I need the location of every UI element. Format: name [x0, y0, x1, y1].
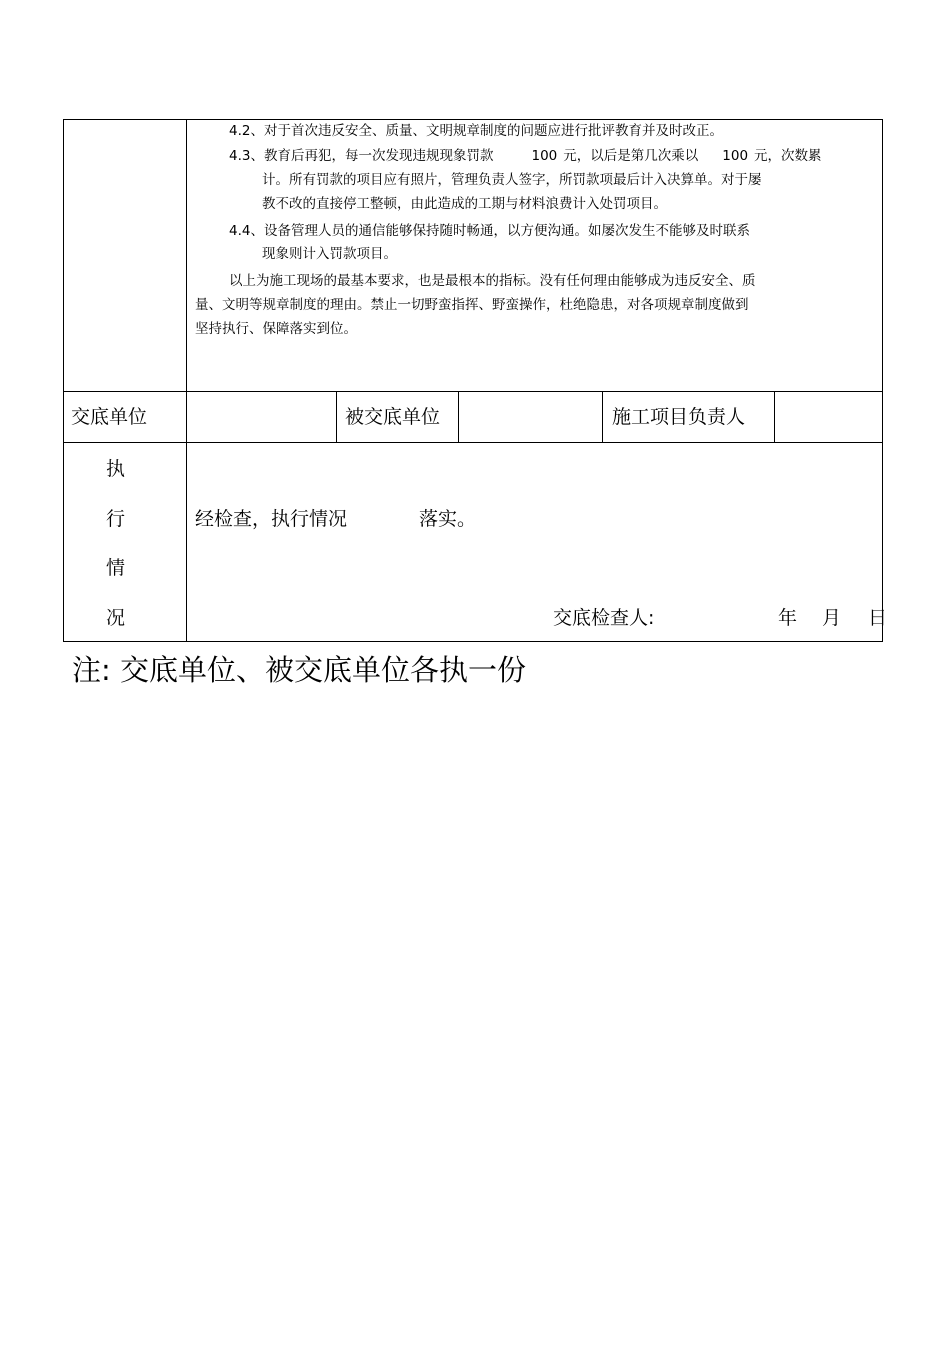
execution-check-suffix: 落实。 [419, 508, 477, 530]
rule-4-3-line-2: 计。所有罚款的项目应有照片，管理负责人签字，所罚款项最后计入决算单。对于屡 [262, 172, 762, 188]
table-left-border [63, 119, 64, 642]
rule-4-3-part-1: 4.3、教育后再犯，每一次发现违规现象罚款 [229, 148, 494, 164]
execution-label-char-3: 情 [106, 557, 126, 579]
label-column-divider [186, 119, 187, 642]
inspector-label: 交底检查人: [553, 607, 655, 629]
execution-label-char-2: 行 [106, 508, 126, 530]
execution-label-char-4: 况 [106, 607, 126, 629]
discloser-label: 交底单位 [71, 406, 148, 428]
summary-line-3: 坚持执行、保障落实到位。 [195, 321, 357, 337]
rule-4-3-part-3: 元，次数累 [754, 148, 822, 164]
execution-label-char-1: 执 [106, 458, 126, 480]
rule-4-3-line-3: 教不改的直接停工整顿，由此造成的工期与材料浪费计入处罚项目。 [262, 196, 667, 212]
fine-amount-1: 100 [531, 148, 558, 164]
summary-line-2: 量、文明等规章制度的理由。禁止一切野蛮指挥、野蛮操作，杜绝隐患，对各项规章制度做到 [195, 297, 749, 313]
signature-divider-1 [336, 391, 337, 443]
date-day: 日 [868, 607, 888, 629]
rule-4-2: 4.2、对于首次违反安全、质量、文明规章制度的问题应进行批评教育并及时改正。 [229, 123, 723, 139]
table-right-border [882, 119, 883, 642]
date-year: 年 [778, 607, 798, 629]
rule-4-4-line-2: 现象则计入罚款项目。 [262, 246, 397, 262]
date-month: 月 [822, 607, 842, 629]
signature-divider-2 [458, 391, 459, 443]
rule-4-3-part-2: 元，以后是第几次乘以 [563, 148, 699, 164]
summary-line-1: 以上为施工现场的最基本要求，也是最根本的指标。没有任何理由能够成为违反安全、质 [229, 273, 756, 289]
fine-amount-2: 100 [722, 148, 749, 164]
footer-note: 注: 交底单位、被交底单位各执一份 [72, 653, 526, 687]
manager-label: 施工项目负责人 [612, 406, 746, 428]
rule-4-4-line-1: 4.4、设备管理人员的通信能够保持随时畅通，以方便沟通。如屡次发生不能够及时联系 [229, 223, 750, 239]
recipient-label: 被交底单位 [345, 406, 441, 428]
signature-divider-3 [602, 391, 603, 443]
signature-divider-4 [774, 391, 775, 443]
rule-4-3-line-1 [229, 148, 822, 164]
execution-check-prefix: 经检查，执行情况 [195, 508, 348, 530]
